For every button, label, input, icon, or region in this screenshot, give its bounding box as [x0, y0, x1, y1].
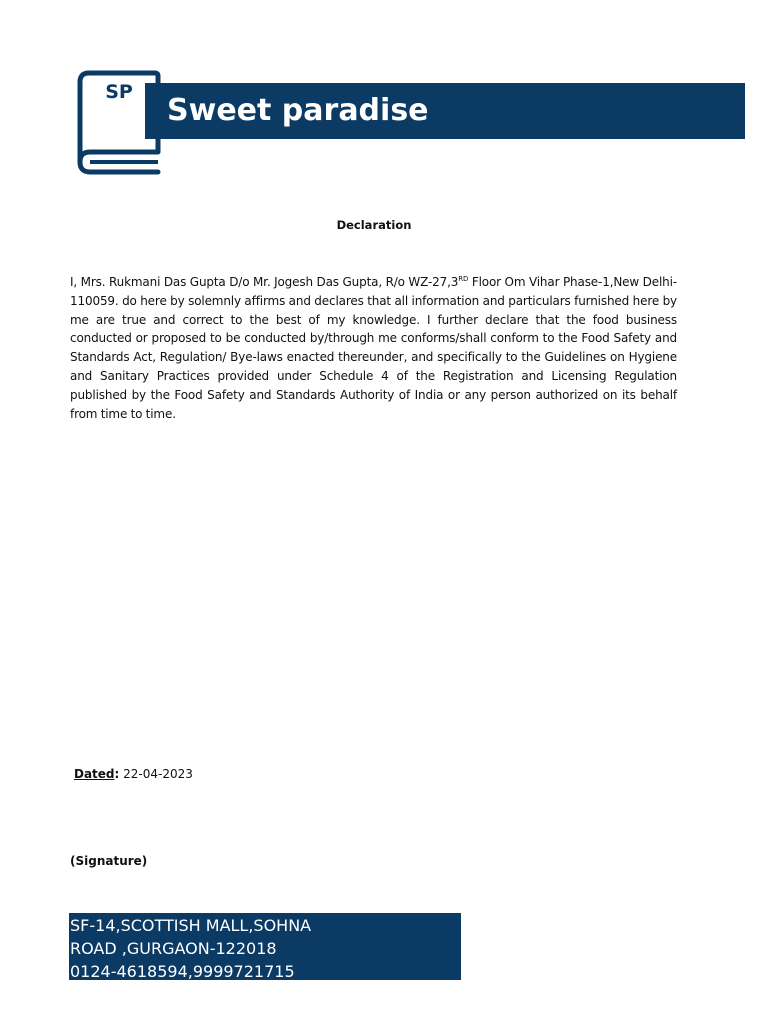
dated-separator: :	[114, 767, 120, 781]
floor-superscript: RD	[458, 275, 469, 283]
signature-label: (Signature)	[70, 854, 148, 868]
phone-numbers: 0124-4618594,9999721715	[70, 962, 295, 981]
document-heading: Declaration	[336, 218, 412, 232]
dated-line	[74, 765, 193, 783]
company-name: Sweet paradise	[167, 93, 429, 128]
declaration-text	[70, 273, 677, 423]
declaration-text-part1: I, Mrs. Rukmani Das Gupta D/o Mr. Jogesh Das Gupta, R/o WZ-27,3	[70, 275, 459, 289]
address-line-1: SF-14,SCOTTISH MALL,SOHNA	[70, 916, 312, 935]
address-box	[69, 913, 461, 980]
declaration-text-part2: Floor Om Vihar Phase-1,New Delhi-110059. do here by solemnly affirms and declares that all information and particulars furnished here by me are true and correct to the best of my knowledge. I further declare that the food business conducted or proposed to be conducted by/through me conforms/shall conform to the Food Safety and Standards Act, Regulation/ Bye-laws enacted thereunder, and specifically to the Guidelines on Hygiene and Sanitary Practices provided under Schedule 4 of the Registration and Licensing Regulation published by the Food Safety and Standards Authority of India or any person authorized on its behalf from time to time.	[70, 275, 677, 421]
header-banner	[145, 83, 745, 139]
logo-text: SP	[105, 81, 133, 103]
address-line-2: ROAD ,GURGAON-122018	[70, 939, 277, 958]
dated-label: Dated	[74, 767, 115, 781]
dated-value: 22-04-2023	[119, 767, 193, 781]
